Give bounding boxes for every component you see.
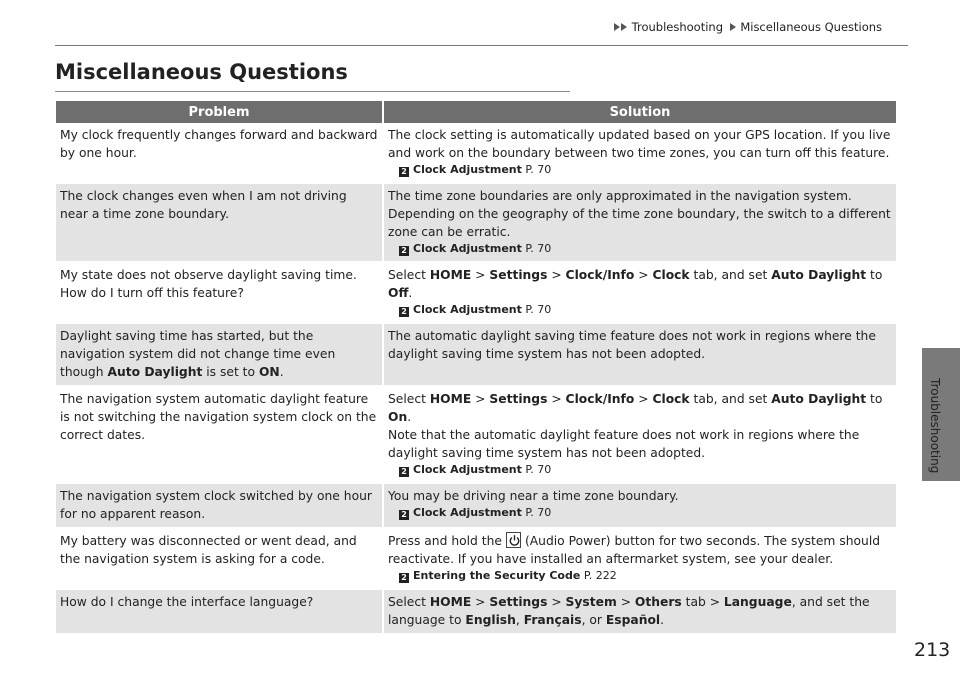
menu-term: HOME bbox=[429, 268, 472, 282]
table-row bbox=[56, 123, 896, 183]
problem-cell bbox=[56, 386, 383, 483]
problem-cell bbox=[56, 183, 383, 262]
solution-text: You may be driving near a time zone boundary. bbox=[388, 489, 679, 503]
side-tab-label: Troubleshooting bbox=[928, 378, 942, 474]
solution-header: Solution bbox=[383, 101, 896, 123]
problem-text: My clock frequently changes forward and backward by one hour. bbox=[60, 128, 378, 160]
xref-label: Clock Adjustment bbox=[413, 506, 522, 519]
breadcrumb-arrow-icon bbox=[621, 23, 627, 31]
menu-term: Clock bbox=[652, 392, 690, 406]
problem-cell bbox=[56, 123, 383, 183]
xref-page: P. 70 bbox=[525, 242, 552, 255]
menu-term: Español bbox=[605, 613, 661, 627]
solution-text: Select HOME > Settings > System > Others tab > Language, and set the language to English, Français, or Español. bbox=[388, 595, 870, 627]
xref-arrow-icon: 2 bbox=[399, 510, 409, 520]
page-number: 213 bbox=[914, 639, 951, 661]
menu-term: ON bbox=[258, 365, 280, 379]
menu-term: Off bbox=[388, 286, 409, 300]
xref-page: P. 70 bbox=[525, 303, 552, 316]
breadcrumb-arrow-icon bbox=[730, 23, 736, 31]
menu-term: English bbox=[465, 613, 516, 627]
cross-reference-link[interactable] bbox=[388, 462, 892, 478]
table-row bbox=[56, 386, 896, 483]
problem-cell bbox=[56, 528, 383, 589]
solution-cell bbox=[383, 386, 896, 483]
table-row bbox=[56, 589, 896, 634]
faq-table bbox=[56, 101, 896, 635]
solution-text: Select HOME > Settings > Clock/Info > Clock tab, and set Auto Daylight to On. bbox=[388, 392, 883, 424]
menu-term: HOME bbox=[429, 392, 472, 406]
table-row bbox=[56, 323, 896, 386]
solution-cell bbox=[383, 589, 896, 634]
problem-text: The navigation system automatic daylight feature is not switching the navigation system clock on the correct dates. bbox=[60, 392, 377, 442]
table-row bbox=[56, 262, 896, 323]
xref-page: P. 70 bbox=[525, 163, 552, 176]
xref-page: P. 70 bbox=[525, 463, 552, 476]
cross-reference-link[interactable] bbox=[388, 568, 892, 584]
table-row bbox=[56, 483, 896, 528]
problem-text: How do I turn off this feature? bbox=[60, 286, 244, 300]
menu-term: Clock bbox=[652, 268, 690, 282]
solution-text: The clock setting is automatically updated based on your GPS location. If you live and work on the boundary between two time zones, you can turn off this feature. bbox=[388, 128, 891, 160]
xref-arrow-icon: 2 bbox=[399, 307, 409, 317]
header-divider bbox=[55, 45, 908, 46]
xref-arrow-icon: 2 bbox=[399, 573, 409, 583]
menu-term: Clock/Info bbox=[565, 392, 635, 406]
solution-text: The time zone boundaries are only approximated in the navigation system. Depending on the geography of the time zone boundary, the switch to a different zone can be erratic. bbox=[388, 189, 891, 239]
solution-text: Press and hold the (Audio Power) button for two seconds. The system should reactivate. If you have installed an aftermarket system, see your dealer. bbox=[388, 534, 881, 566]
menu-term: Others bbox=[634, 595, 682, 609]
menu-term: Language bbox=[723, 595, 792, 609]
table-row bbox=[56, 183, 896, 262]
menu-term: HOME bbox=[429, 595, 472, 609]
xref-label: Clock Adjustment bbox=[413, 242, 522, 255]
cross-reference-link[interactable] bbox=[388, 241, 892, 257]
problem-text: My state does not observe daylight saving time. bbox=[60, 268, 357, 282]
menu-term: System bbox=[565, 595, 617, 609]
xref-arrow-icon: 2 bbox=[399, 467, 409, 477]
xref-page: P. 222 bbox=[583, 569, 617, 582]
problem-text: The clock changes even when I am not driving near a time zone boundary. bbox=[60, 189, 347, 221]
menu-term: Settings bbox=[489, 595, 548, 609]
problem-text: My battery was disconnected or went dead, and the navigation system is asking for a code. bbox=[60, 534, 357, 566]
table-header-row bbox=[56, 101, 896, 123]
solution-cell bbox=[383, 528, 896, 589]
problem-text: The navigation system clock switched by one hour for no apparent reason. bbox=[60, 489, 372, 521]
solution-text: Select HOME > Settings > Clock/Info > Clock tab, and set Auto Daylight to Off. bbox=[388, 268, 883, 300]
solution-cell bbox=[383, 183, 896, 262]
breadcrumb-section[interactable]: Troubleshooting bbox=[631, 20, 724, 34]
table-row bbox=[56, 528, 896, 589]
xref-label: Clock Adjustment bbox=[413, 303, 522, 316]
breadcrumb bbox=[614, 20, 882, 34]
cross-reference-link[interactable] bbox=[388, 302, 892, 318]
menu-term: Settings bbox=[489, 392, 548, 406]
breadcrumb-arrow-icon bbox=[614, 23, 620, 31]
cross-reference-link[interactable] bbox=[388, 162, 892, 178]
page-title: Miscellaneous Questions bbox=[55, 60, 348, 84]
solution-cell bbox=[383, 323, 896, 386]
menu-term: Français bbox=[523, 613, 582, 627]
menu-term: Settings bbox=[489, 268, 548, 282]
xref-label: Clock Adjustment bbox=[413, 163, 522, 176]
menu-term: Auto Daylight bbox=[771, 268, 867, 282]
problem-cell: Daylight saving time has started, but the navigation system did not change time even though Auto Daylight is set to ON. bbox=[56, 323, 383, 386]
power-button-icon bbox=[506, 532, 521, 548]
solution-cell bbox=[383, 123, 896, 183]
xref-label: Clock Adjustment bbox=[413, 463, 522, 476]
solution-cell bbox=[383, 262, 896, 323]
problem-cell bbox=[56, 589, 383, 634]
menu-term: Auto Daylight bbox=[107, 365, 203, 379]
xref-arrow-icon: 2 bbox=[399, 167, 409, 177]
breadcrumb-page: Miscellaneous Questions bbox=[740, 20, 883, 34]
problem-text: Daylight saving time has started, but the navigation system did not change time even though bbox=[60, 329, 336, 379]
solution-text: The automatic daylight saving time feature does not work in regions where the daylight saving time system has not been adopted. bbox=[388, 329, 876, 361]
xref-arrow-icon: 2 bbox=[399, 246, 409, 256]
menu-term: On bbox=[388, 410, 408, 424]
problem-cell bbox=[56, 483, 383, 528]
title-divider bbox=[55, 91, 570, 92]
solution-note: Note that the automatic daylight feature does not work in regions where the daylight saving time system has not been adopted. bbox=[388, 428, 860, 460]
cross-reference-link[interactable] bbox=[388, 505, 892, 521]
problem-cell bbox=[56, 262, 383, 323]
menu-term: Clock/Info bbox=[565, 268, 635, 282]
xref-label: Entering the Security Code bbox=[413, 569, 581, 582]
menu-term: Auto Daylight bbox=[771, 392, 867, 406]
xref-page: P. 70 bbox=[525, 506, 552, 519]
problem-header: Problem bbox=[56, 101, 383, 123]
problem-text: How do I change the interface language? bbox=[60, 595, 314, 609]
solution-cell bbox=[383, 483, 896, 528]
